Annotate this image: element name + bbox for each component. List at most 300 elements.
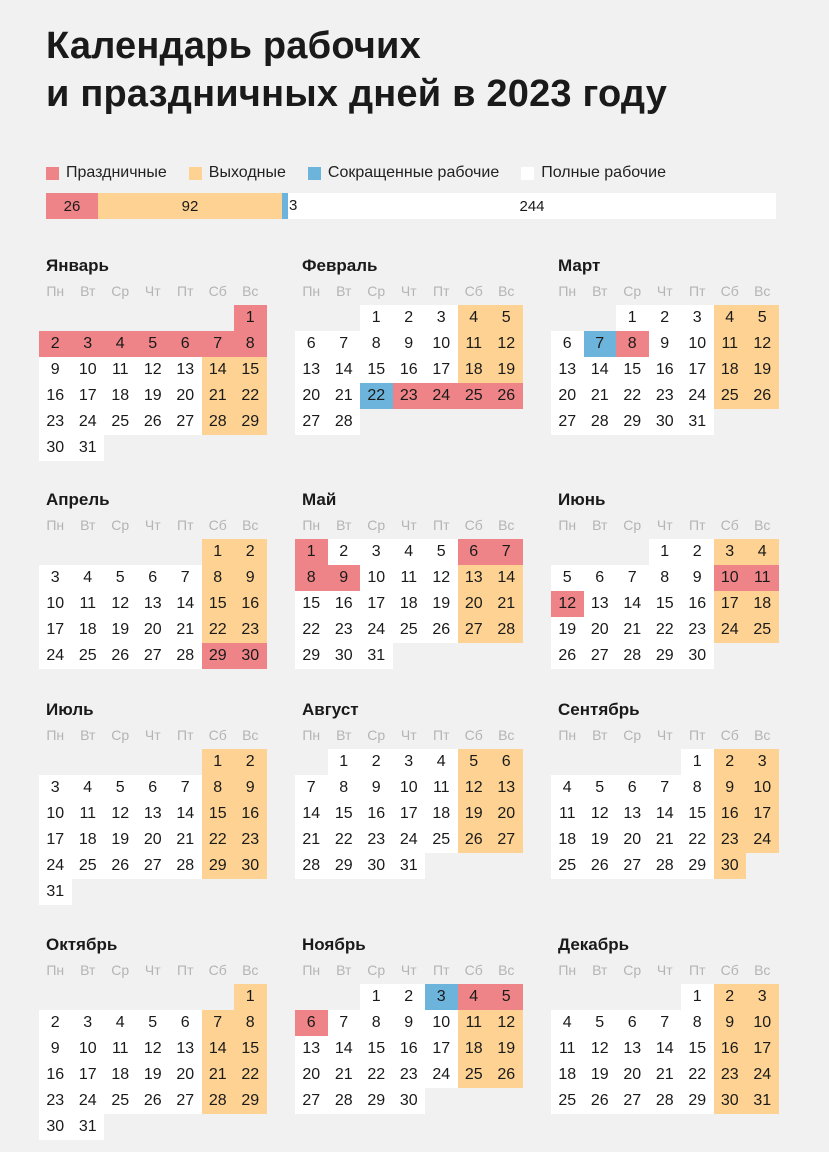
day-cell: 25 — [104, 1088, 137, 1114]
day-cell: 12 — [137, 357, 170, 383]
day-cell: 26 — [104, 853, 137, 879]
weekday-header: Вс — [754, 517, 771, 533]
holiday-count-segment — [46, 193, 98, 219]
weekend-count: 92 — [181, 197, 199, 215]
weekday-header: Пт — [177, 962, 194, 978]
day-cell: 4 — [746, 539, 779, 565]
day-cell: 5 — [104, 775, 137, 801]
day-cell: 7 — [202, 1010, 235, 1036]
day-cell: 1 — [202, 539, 235, 565]
day-cell: 2 — [39, 1010, 72, 1036]
day-cell: 14 — [295, 801, 328, 827]
day-cell: 10 — [681, 331, 714, 357]
weekday-header: Ср — [111, 962, 130, 978]
day-cell: 30 — [234, 853, 267, 879]
weekday-header: Вс — [242, 962, 259, 978]
day-cell: 2 — [714, 984, 747, 1010]
day-cell: 10 — [393, 775, 426, 801]
day-cell: 4 — [714, 305, 747, 331]
weekday-header: Сб — [720, 962, 739, 978]
day-cell: 10 — [72, 1036, 105, 1062]
day-cell: 19 — [137, 383, 170, 409]
day-cell: 28 — [584, 409, 617, 435]
weekday-header: Вт — [336, 517, 352, 533]
day-cell: 13 — [616, 1036, 649, 1062]
day-cell: 25 — [104, 409, 137, 435]
day-cell: 26 — [490, 383, 523, 409]
day-cell: 20 — [616, 827, 649, 853]
day-cell: 22 — [295, 617, 328, 643]
day-cell: 30 — [714, 1088, 747, 1114]
day-cell: 19 — [104, 827, 137, 853]
day-cell: 14 — [649, 1036, 682, 1062]
day-cell: 29 — [360, 1088, 393, 1114]
day-cell: 22 — [360, 383, 393, 409]
day-cell: 22 — [234, 383, 267, 409]
day-cell: 9 — [360, 775, 393, 801]
weekday-header: Пт — [689, 962, 706, 978]
holiday-swatch — [46, 167, 59, 180]
day-cell: 1 — [616, 305, 649, 331]
day-cell: 7 — [328, 1010, 361, 1036]
day-cell: 19 — [425, 591, 458, 617]
day-cell: 3 — [72, 331, 105, 357]
day-cell: 21 — [202, 1062, 235, 1088]
day-cell: 3 — [39, 565, 72, 591]
day-cell: 8 — [649, 565, 682, 591]
day-cell: 4 — [104, 1010, 137, 1036]
weekday-header: Чт — [144, 962, 161, 978]
day-cell: 19 — [458, 801, 491, 827]
day-cell: 15 — [360, 357, 393, 383]
weekday-header: Ср — [367, 727, 386, 743]
day-cell: 25 — [393, 617, 426, 643]
day-cell: 7 — [202, 331, 235, 357]
weekday-header: Сб — [464, 962, 483, 978]
day-cell: 14 — [490, 565, 523, 591]
day-cell: 19 — [490, 357, 523, 383]
day-cell: 18 — [72, 827, 105, 853]
day-cell: 16 — [681, 591, 714, 617]
weekday-header: Вт — [592, 962, 608, 978]
day-cell: 24 — [746, 1062, 779, 1088]
day-cell: 24 — [746, 827, 779, 853]
day-cell: 15 — [649, 591, 682, 617]
weekday-header: Вс — [754, 962, 771, 978]
day-cell: 27 — [137, 643, 170, 669]
weekday-header: Вт — [592, 517, 608, 533]
full-swatch — [521, 167, 534, 180]
day-cell: 18 — [458, 357, 491, 383]
weekday-header: Сб — [464, 517, 483, 533]
day-cell: 15 — [202, 801, 235, 827]
weekday-header: Пн — [46, 517, 65, 533]
day-cell: 21 — [584, 383, 617, 409]
day-cell: 8 — [360, 331, 393, 357]
day-cell: 23 — [681, 617, 714, 643]
day-cell: 11 — [746, 565, 779, 591]
day-cell: 7 — [169, 775, 202, 801]
day-cell: 28 — [295, 853, 328, 879]
day-cell: 15 — [234, 357, 267, 383]
weekday-header: Вс — [242, 517, 259, 533]
day-cell: 16 — [39, 1062, 72, 1088]
day-cell: 26 — [490, 1062, 523, 1088]
day-cell: 24 — [393, 827, 426, 853]
weekday-header: Чт — [656, 727, 673, 743]
day-cell: 15 — [681, 1036, 714, 1062]
day-cell: 26 — [458, 827, 491, 853]
day-cell: 30 — [681, 643, 714, 669]
day-cell: 18 — [458, 1036, 491, 1062]
day-cell: 28 — [616, 643, 649, 669]
day-cell: 20 — [137, 827, 170, 853]
day-cell: 14 — [202, 1036, 235, 1062]
month-name: Июнь — [558, 490, 606, 509]
weekday-header: Чт — [400, 962, 417, 978]
day-cell: 13 — [295, 357, 328, 383]
day-cell: 26 — [137, 1088, 170, 1114]
weekday-header: Пн — [302, 727, 321, 743]
title-line-1: Календарь рабочих — [46, 25, 421, 67]
day-cell: 26 — [551, 643, 584, 669]
day-cell: 17 — [39, 617, 72, 643]
day-cell: 8 — [234, 331, 267, 357]
day-cell: 27 — [490, 827, 523, 853]
weekday-header: Пт — [689, 517, 706, 533]
weekday-header: Чт — [656, 517, 673, 533]
day-cell: 22 — [202, 617, 235, 643]
day-cell: 3 — [39, 775, 72, 801]
weekday-header: Ср — [367, 962, 386, 978]
day-cell: 24 — [360, 617, 393, 643]
day-cell: 1 — [681, 984, 714, 1010]
day-cell: 4 — [458, 305, 491, 331]
weekday-header: Пт — [433, 962, 450, 978]
day-cell: 5 — [137, 1010, 170, 1036]
day-cell: 28 — [202, 1088, 235, 1114]
weekday-header: Ср — [623, 962, 642, 978]
day-cell: 8 — [202, 565, 235, 591]
day-cell: 3 — [714, 539, 747, 565]
day-cell: 2 — [714, 749, 747, 775]
weekday-header: Вс — [754, 283, 771, 299]
day-cell: 4 — [393, 539, 426, 565]
day-cell: 27 — [169, 1088, 202, 1114]
weekday-header: Пт — [433, 283, 450, 299]
day-cell: 12 — [104, 801, 137, 827]
day-cell: 13 — [169, 357, 202, 383]
weekday-header: Вт — [80, 727, 96, 743]
day-cell: 19 — [746, 357, 779, 383]
day-cell: 11 — [551, 801, 584, 827]
title-line-2: и праздничных дней в 2023 году — [46, 73, 668, 115]
day-cell: 11 — [551, 1036, 584, 1062]
holiday-count: 26 — [63, 197, 81, 215]
day-cell: 16 — [328, 591, 361, 617]
day-cell: 13 — [169, 1036, 202, 1062]
day-cell: 22 — [360, 1062, 393, 1088]
day-cell: 20 — [584, 617, 617, 643]
day-cell: 23 — [234, 827, 267, 853]
legend-item-full — [521, 164, 666, 182]
day-cell: 3 — [681, 305, 714, 331]
weekday-header: Пт — [433, 727, 450, 743]
day-cell: 10 — [39, 801, 72, 827]
day-cell: 21 — [328, 1062, 361, 1088]
day-cell: 10 — [72, 357, 105, 383]
day-cell: 7 — [616, 565, 649, 591]
day-cell: 9 — [393, 1010, 426, 1036]
day-cell: 23 — [360, 827, 393, 853]
day-cell: 10 — [39, 591, 72, 617]
day-cell: 29 — [234, 1088, 267, 1114]
day-cell: 3 — [425, 984, 458, 1010]
shortened-count-segment — [282, 193, 298, 219]
day-cell: 5 — [458, 749, 491, 775]
day-cell: 20 — [490, 801, 523, 827]
day-cell: 25 — [458, 1062, 491, 1088]
day-cell: 3 — [746, 984, 779, 1010]
day-cell: 6 — [584, 565, 617, 591]
weekend-swatch — [189, 167, 202, 180]
day-cell: 7 — [490, 539, 523, 565]
shortened-swatch — [308, 167, 321, 180]
weekday-header: Пт — [689, 283, 706, 299]
day-cell: 29 — [681, 853, 714, 879]
day-cell: 1 — [202, 749, 235, 775]
day-cell: 18 — [425, 801, 458, 827]
day-cell: 6 — [458, 539, 491, 565]
day-cell: 26 — [746, 383, 779, 409]
day-cell: 8 — [681, 775, 714, 801]
day-cell: 7 — [584, 331, 617, 357]
day-cell: 2 — [681, 539, 714, 565]
day-cell: 26 — [584, 853, 617, 879]
day-cell: 1 — [328, 749, 361, 775]
day-cell: 27 — [169, 409, 202, 435]
month-name: Март — [558, 256, 601, 275]
day-cell: 10 — [360, 565, 393, 591]
day-cell: 13 — [137, 801, 170, 827]
day-cell: 28 — [490, 617, 523, 643]
weekday-header: Пн — [558, 283, 577, 299]
day-cell: 6 — [616, 1010, 649, 1036]
day-cell: 2 — [234, 539, 267, 565]
day-cell: 27 — [584, 643, 617, 669]
day-cell: 14 — [202, 357, 235, 383]
month-name: Октябрь — [46, 935, 118, 954]
day-cell: 17 — [714, 591, 747, 617]
weekday-header: Пн — [46, 283, 65, 299]
weekday-header: Вс — [242, 283, 259, 299]
day-cell: 22 — [681, 1062, 714, 1088]
full-count-segment — [288, 193, 776, 219]
day-cell: 16 — [234, 591, 267, 617]
day-cell: 27 — [137, 853, 170, 879]
day-cell: 8 — [328, 775, 361, 801]
day-cell: 24 — [425, 383, 458, 409]
day-cell: 17 — [681, 357, 714, 383]
day-cell: 13 — [616, 801, 649, 827]
day-cell: 24 — [425, 1062, 458, 1088]
day-cell: 27 — [616, 853, 649, 879]
day-cell: 7 — [649, 1010, 682, 1036]
weekday-header: Вт — [592, 283, 608, 299]
day-cell: 11 — [458, 331, 491, 357]
day-cell: 17 — [746, 801, 779, 827]
day-cell: 13 — [490, 775, 523, 801]
day-cell: 16 — [649, 357, 682, 383]
day-cell: 12 — [584, 1036, 617, 1062]
day-cell: 12 — [458, 775, 491, 801]
day-cell: 2 — [649, 305, 682, 331]
day-cell: 20 — [295, 383, 328, 409]
legend-item-shortened — [308, 164, 499, 182]
day-cell: 9 — [328, 565, 361, 591]
day-cell: 7 — [169, 565, 202, 591]
weekday-header: Чт — [144, 517, 161, 533]
day-cell: 5 — [584, 775, 617, 801]
day-cell: 27 — [551, 409, 584, 435]
day-cell: 31 — [746, 1088, 779, 1114]
day-cell: 25 — [551, 853, 584, 879]
day-cell: 28 — [202, 409, 235, 435]
day-cell: 9 — [39, 1036, 72, 1062]
day-cell: 4 — [458, 984, 491, 1010]
day-cell: 12 — [104, 591, 137, 617]
day-cell: 30 — [234, 643, 267, 669]
day-cell: 22 — [234, 1062, 267, 1088]
weekday-header: Пн — [302, 962, 321, 978]
weekday-header: Вт — [80, 517, 96, 533]
day-cell: 24 — [681, 383, 714, 409]
day-cell: 24 — [39, 853, 72, 879]
day-cell: 25 — [72, 853, 105, 879]
day-cell: 21 — [169, 827, 202, 853]
day-cell: 13 — [295, 1036, 328, 1062]
day-cell: 20 — [551, 383, 584, 409]
day-cell: 30 — [39, 435, 72, 461]
day-cell: 9 — [681, 565, 714, 591]
day-cell: 27 — [616, 1088, 649, 1114]
day-cell: 9 — [649, 331, 682, 357]
day-cell: 27 — [295, 1088, 328, 1114]
day-cell: 10 — [714, 565, 747, 591]
day-cell: 19 — [551, 617, 584, 643]
day-cell: 1 — [295, 539, 328, 565]
day-cell: 3 — [393, 749, 426, 775]
day-cell: 24 — [714, 617, 747, 643]
weekday-header: Сб — [720, 727, 739, 743]
day-cell: 8 — [681, 1010, 714, 1036]
day-cell: 17 — [393, 801, 426, 827]
day-cell: 3 — [425, 305, 458, 331]
month-name: Ноябрь — [302, 935, 366, 954]
weekday-header: Ср — [111, 727, 130, 743]
weekday-header: Пт — [689, 727, 706, 743]
day-cell: 12 — [490, 1010, 523, 1036]
day-cell: 25 — [551, 1088, 584, 1114]
day-cell: 4 — [551, 775, 584, 801]
day-cell: 7 — [328, 331, 361, 357]
weekday-header: Чт — [400, 517, 417, 533]
day-cell: 2 — [234, 749, 267, 775]
day-cell: 2 — [393, 305, 426, 331]
day-cell: 6 — [137, 775, 170, 801]
weekday-header: Пн — [558, 517, 577, 533]
day-cell: 11 — [425, 775, 458, 801]
day-cell: 22 — [328, 827, 361, 853]
day-cell: 6 — [295, 331, 328, 357]
day-cell: 20 — [616, 1062, 649, 1088]
weekend-count-segment — [98, 193, 282, 219]
weekday-header: Сб — [208, 517, 227, 533]
day-cell: 21 — [328, 383, 361, 409]
day-cell: 25 — [714, 383, 747, 409]
day-cell: 12 — [551, 591, 584, 617]
day-cell: 18 — [714, 357, 747, 383]
day-cell: 9 — [714, 775, 747, 801]
day-cell: 6 — [490, 749, 523, 775]
day-cell: 16 — [39, 383, 72, 409]
day-cell: 29 — [681, 1088, 714, 1114]
weekday-header: Пт — [433, 517, 450, 533]
day-cell: 28 — [649, 853, 682, 879]
day-cell: 22 — [202, 827, 235, 853]
day-cell: 29 — [616, 409, 649, 435]
day-cell: 15 — [681, 801, 714, 827]
day-cell: 12 — [425, 565, 458, 591]
weekday-header: Ср — [623, 727, 642, 743]
weekday-header: Вс — [498, 962, 515, 978]
day-cell: 29 — [295, 643, 328, 669]
weekday-header: Сб — [208, 727, 227, 743]
weekday-header: Чт — [656, 283, 673, 299]
day-cell: 16 — [393, 357, 426, 383]
day-cell: 9 — [234, 775, 267, 801]
day-cell: 9 — [393, 331, 426, 357]
legend-label-weekend: Выходные — [208, 164, 286, 181]
month-name: Февраль — [302, 256, 378, 275]
weekday-header: Вт — [336, 962, 352, 978]
day-cell: 24 — [72, 1088, 105, 1114]
day-cell: 21 — [169, 617, 202, 643]
weekday-header: Вт — [80, 283, 96, 299]
month-name: Январь — [46, 256, 110, 275]
day-cell: 14 — [169, 591, 202, 617]
weekday-header: Пн — [46, 962, 65, 978]
day-cell: 7 — [295, 775, 328, 801]
day-cell: 12 — [584, 801, 617, 827]
weekday-header: Сб — [208, 283, 227, 299]
day-cell: 28 — [649, 1088, 682, 1114]
weekday-header: Пн — [302, 283, 321, 299]
day-cell: 29 — [234, 409, 267, 435]
day-cell: 6 — [295, 1010, 328, 1036]
day-cell: 2 — [39, 331, 72, 357]
day-cell: 9 — [234, 565, 267, 591]
day-cell: 21 — [202, 383, 235, 409]
day-cell: 5 — [490, 305, 523, 331]
weekday-header: Вс — [754, 727, 771, 743]
day-cell: 25 — [72, 643, 105, 669]
day-cell: 30 — [714, 853, 747, 879]
day-cell: 23 — [714, 827, 747, 853]
day-cell: 29 — [328, 853, 361, 879]
day-cell: 29 — [202, 643, 235, 669]
day-cell: 19 — [137, 1062, 170, 1088]
